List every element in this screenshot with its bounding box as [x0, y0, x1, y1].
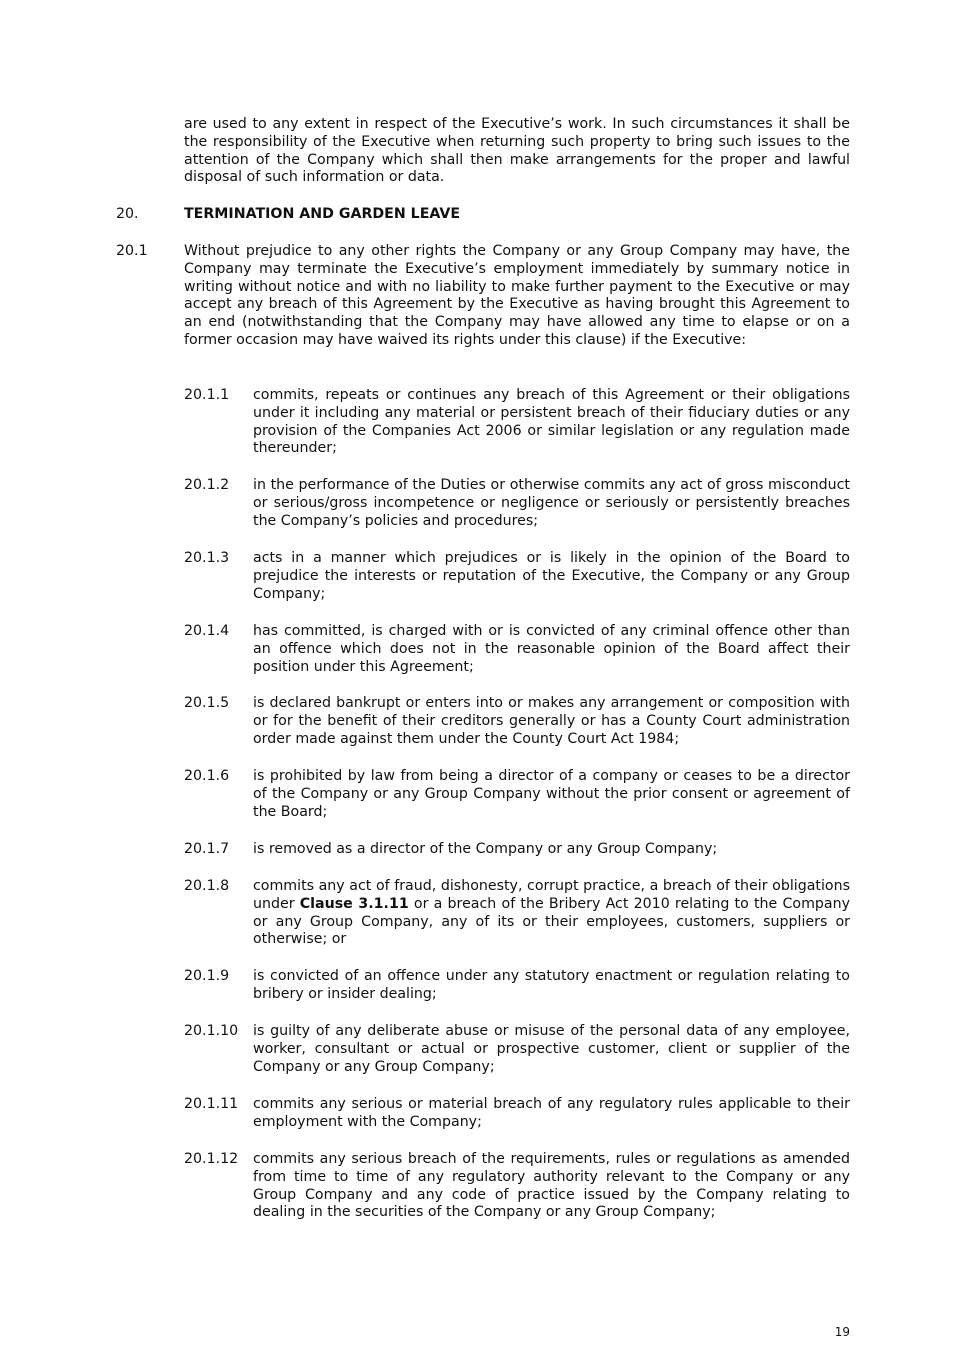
subclause-20-1-5 — [184, 695, 850, 748]
page-number: 19 — [834, 1325, 850, 1339]
subclause-number: 20.1.6 — [184, 768, 230, 784]
clause-text: Without prejudice to any other rights the Company or any Group Company may have, the Company may terminate the Executive’s employment immediately by summary notice in writing without notice and with no liability to make further payment to the Executive or may accept any breach of this Agreement by the Executive as having brought this Agreement to an end (notwithstanding that the Company may have allowed any time to elapse or on a former occasion may have waived its rights under this clause) if the Executive: — [184, 243, 850, 348]
subclause-number: 20.1.2 — [184, 477, 230, 493]
subclause-text: is prohibited by law from being a director of a company or ceases to be a director of the Company or any Group Company without the prior consent or agreement of the Board; — [253, 768, 850, 820]
subclause-20-1-3 — [184, 550, 850, 603]
subclause-number: 20.1.11 — [184, 1096, 239, 1112]
subclause-number: 20.1.10 — [184, 1023, 239, 1039]
subclause-20-1-2 — [184, 477, 850, 530]
subclause-number: 20.1.4 — [184, 623, 230, 639]
subclause-20-1-6 — [184, 768, 850, 821]
subclause-text: commits, repeats or continues any breach of this Agreement or their obligations under it including any material or persistent breach of their fiduciary duties or any provision of the Companies Act 2006 or similar legislation or any regulation made thereunder; — [253, 387, 850, 457]
subclause-text — [253, 878, 850, 949]
subclause-text: is declared bankrupt or enters into or makes any arrangement or composition with or for the benefit of their creditors generally or has a County Court administration order made against them under the County Court Act 1984; — [253, 695, 850, 747]
subclause-text: commits any serious breach of the requirements, rules or regulations as amended from time to time of any regulatory authority relevant to the Company or any Group Company and any code of practice issued by the Company relating to dealing in the securities of the Company or any Group Company; — [253, 1151, 850, 1221]
subclause-text: has committed, is charged with or is convicted of any criminal offence other than an offence which does not in the reasonable opinion of the Board affect their position under this Agreement; — [253, 623, 850, 675]
subclause-text-part: commits any act of fraud, dishonesty, corrupt practice, a breach of their obligations under — [253, 878, 850, 912]
subclause-number: 20.1.5 — [184, 695, 230, 711]
intro-paragraph-text: are used to any extent in respect of the Executive’s work. In such circumstances it shall be the responsibility of the Executive when returning such property to bring such issues to the attention of the Company which shall then make arrangements for the proper and lawful disposal of such information or data. — [184, 116, 850, 186]
subclause-text: commits any serious or material breach of any regulatory rules applicable to their employment with the Company; — [253, 1096, 850, 1130]
subclause-text-part: or a breach of the Bribery Act 2010 relating to the Company or any Group Company, any of its or their employees, customers, suppliers or otherwise; or — [253, 895, 850, 948]
subclause-number: 20.1.8 — [184, 878, 230, 894]
subclause-number: 20.1.3 — [184, 550, 230, 566]
subclause-text: is convicted of an offence under any statutory enactment or regulation relating to bribery or insider dealing; — [253, 968, 850, 1002]
subclause-number: 20.1.12 — [184, 1151, 239, 1167]
section-title: TERMINATION AND GARDEN LEAVE — [184, 206, 461, 222]
section-number: 20. — [116, 206, 139, 222]
clause-20-1 — [116, 243, 850, 350]
clause-reference: Clause 3.1.11 — [299, 895, 409, 912]
subclause-20-1-8 — [184, 878, 850, 949]
subclause-20-1-4 — [184, 623, 850, 676]
subclause-20-1-10 — [184, 1023, 850, 1076]
subclause-number: 20.1.1 — [184, 387, 230, 403]
subclause-text: is removed as a director of the Company or any Group Company; — [253, 841, 718, 857]
subclause-number: 20.1.7 — [184, 841, 230, 857]
subclause-20-1-9 — [184, 968, 850, 1004]
subclause-20-1-12 — [184, 1151, 850, 1222]
subclause-20-1-7 — [184, 841, 850, 859]
subclause-text: is guilty of any deliberate abuse or misuse of the personal data of any employee, worker, consultant or actual or prospective customer, client or supplier of the Company or any Group Company; — [253, 1023, 850, 1075]
subclause-text: in the performance of the Duties or otherwise commits any act of gross misconduct or serious/gross incompetence or negligence or seriously or persistently breaches the Company’s policies and procedures; — [253, 477, 850, 529]
subclause-number: 20.1.9 — [184, 968, 230, 984]
subclause-20-1-1 — [184, 387, 850, 458]
subclause-20-1-11 — [184, 1096, 850, 1132]
clause-number: 20.1 — [116, 243, 148, 259]
subclause-text: acts in a manner which prejudices or is likely in the opinion of the Board to prejudice the interests or reputation of the Executive, the Company or any Group Company; — [253, 550, 850, 602]
intro-paragraph — [184, 116, 850, 187]
